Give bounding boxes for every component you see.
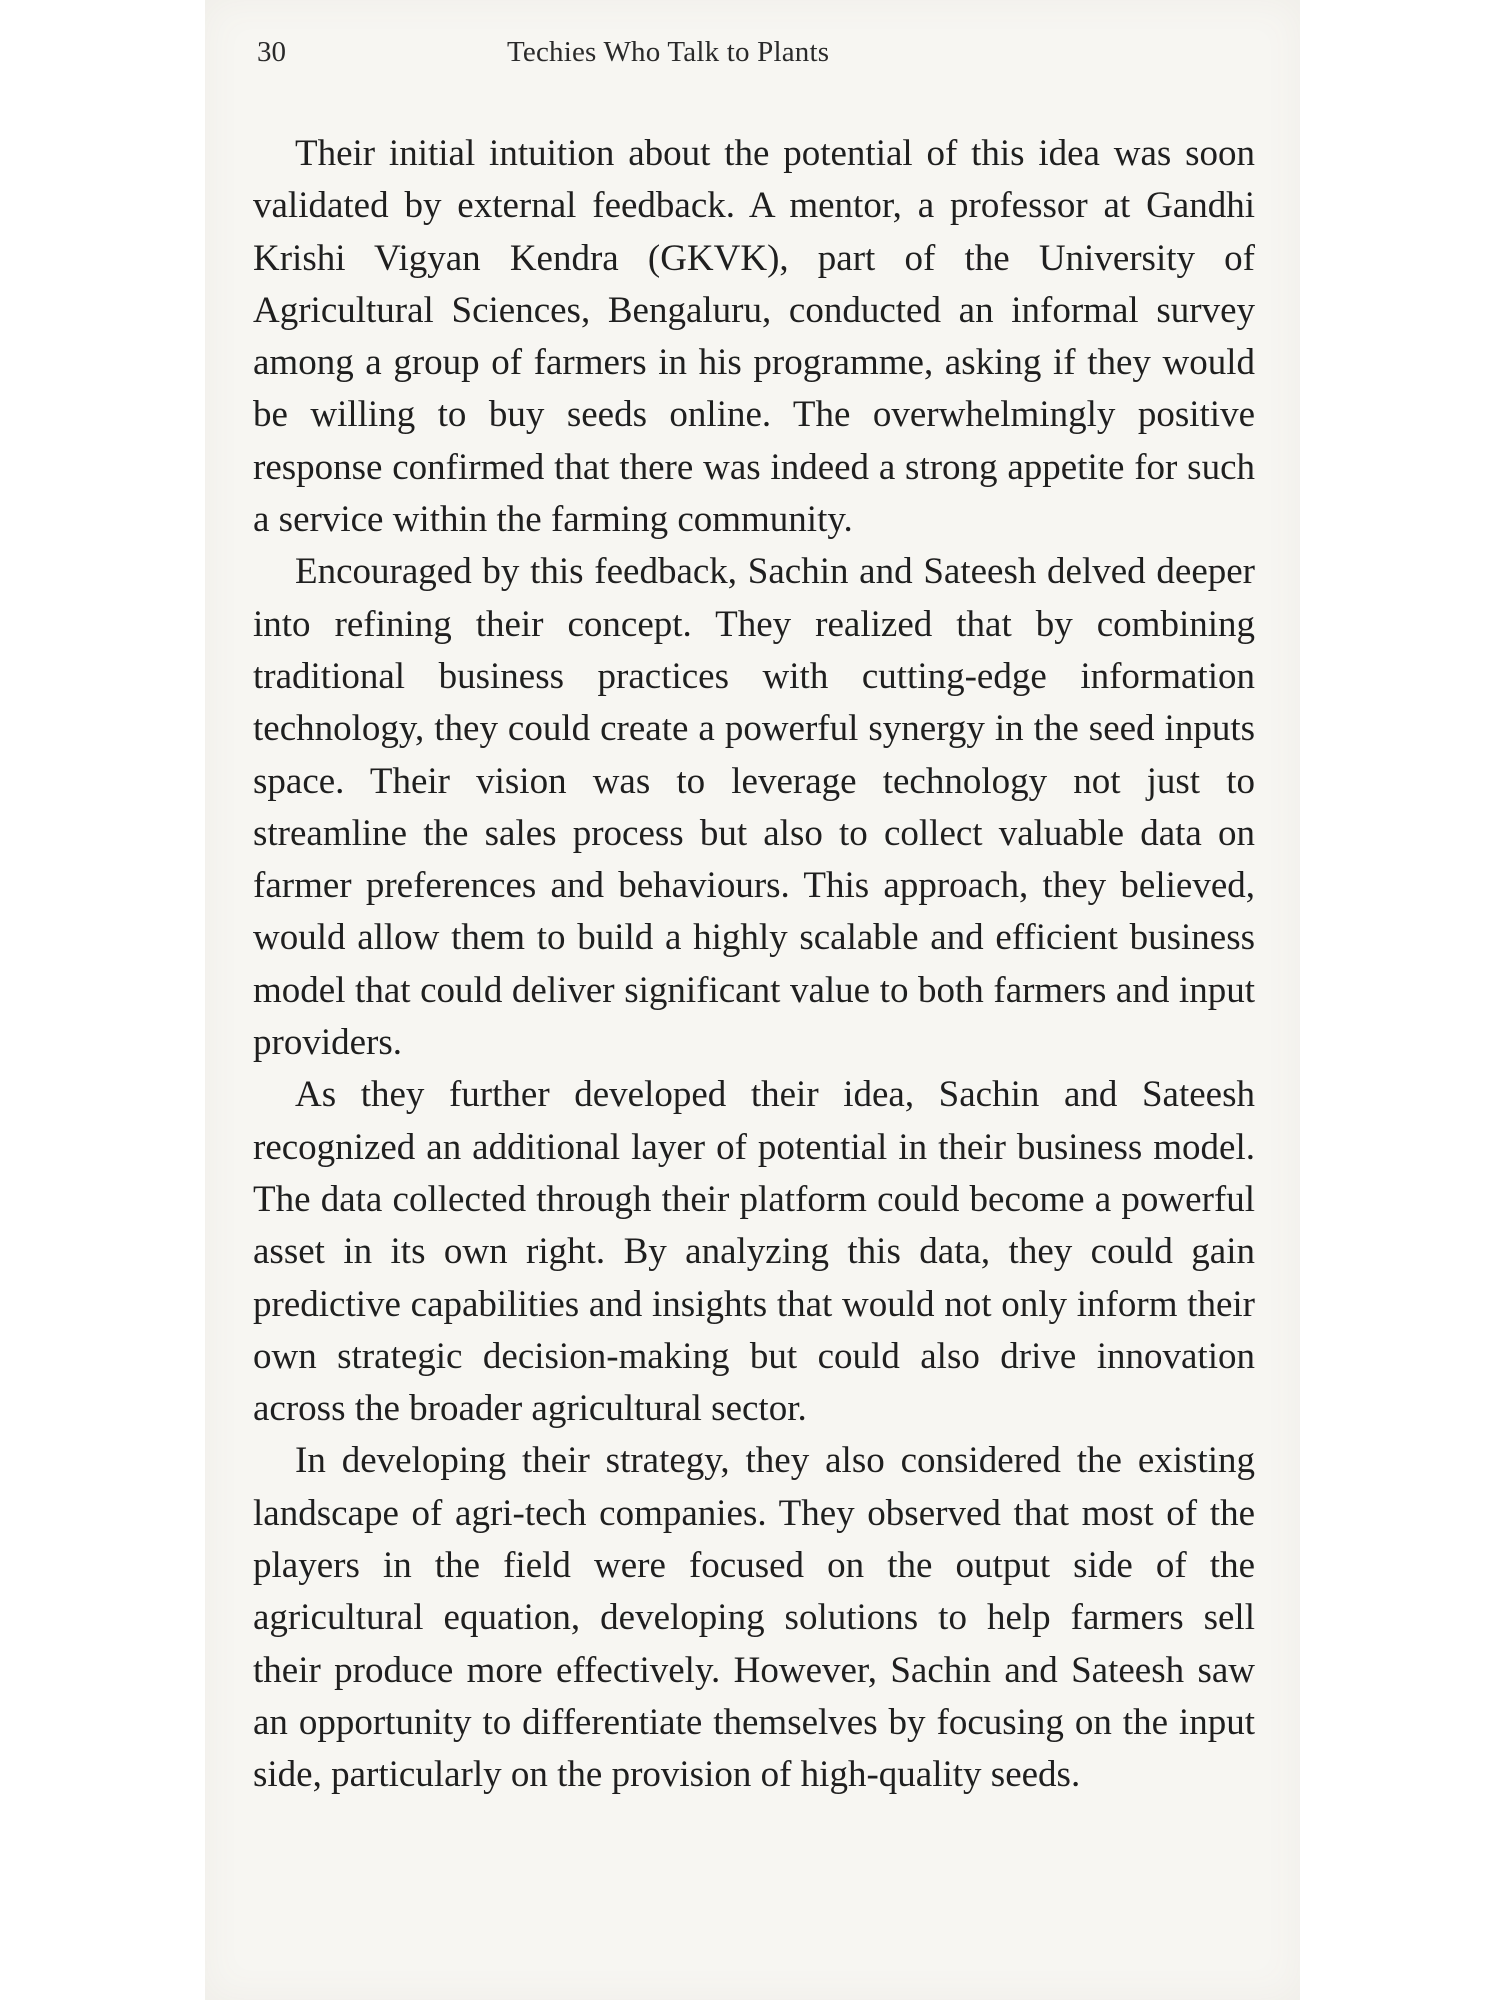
paragraph-3: As they further developed their idea, Sachin and Sateesh recognized an additional layer of potential in their business model. The data collected through their platform could become a powerful asset in its own right. By analyzing this data, they could gain predictive capabilities and insights that would not only inform their own strategic decision-making but could also drive innovation across the broader agricultural sector. (253, 1074, 1255, 1430)
paragraph-1: Their initial intuition about the potential of this idea was soon validated by external feedback. A mentor, a professor at Gandhi Krishi Vigyan Kendra (GKVK), part of the University of Agricultural Sciences, Bengaluru, conducted an informal survey among a group of farmers in his programme, asking if they would be willing to buy seeds online. The overwhelmingly positive response confirmed that there was indeed a strong appetite for such a service within the farming community. (253, 133, 1255, 541)
page-header (257, 34, 1300, 82)
paragraph-4: In developing their strategy, they also considered the existing landscape of agri-tech companies. They observed that most of the players in the field were focused on the output side of the agricultural equation, developing solutions to help farmers sell their produce more effectively. However, Sachin and Sateesh saw an opportunity to differentiate themselves by focusing on the input side, particularly on the provision of high-quality seeds. (253, 1440, 1255, 1796)
body-text (253, 128, 1255, 1802)
book-page (205, 0, 1300, 2000)
paragraph-2: Encouraged by this feedback, Sachin and Sateesh delved deeper into refining their concept. They realized that by combining traditional business practices with cutting-edge information technology, they could create a powerful synergy in the seed inputs space. Their vision was to leverage technology not just to streamline the sales process but also to collect valuable data on farmer preferences and behaviours. This approach, they believed, would allow them to build a highly scalable and efficient business model that could deliver significant value to both farmers and input providers. (253, 551, 1255, 1064)
page-number: 30 (257, 36, 286, 68)
running-title: Techies Who Talk to Plants (507, 36, 830, 68)
